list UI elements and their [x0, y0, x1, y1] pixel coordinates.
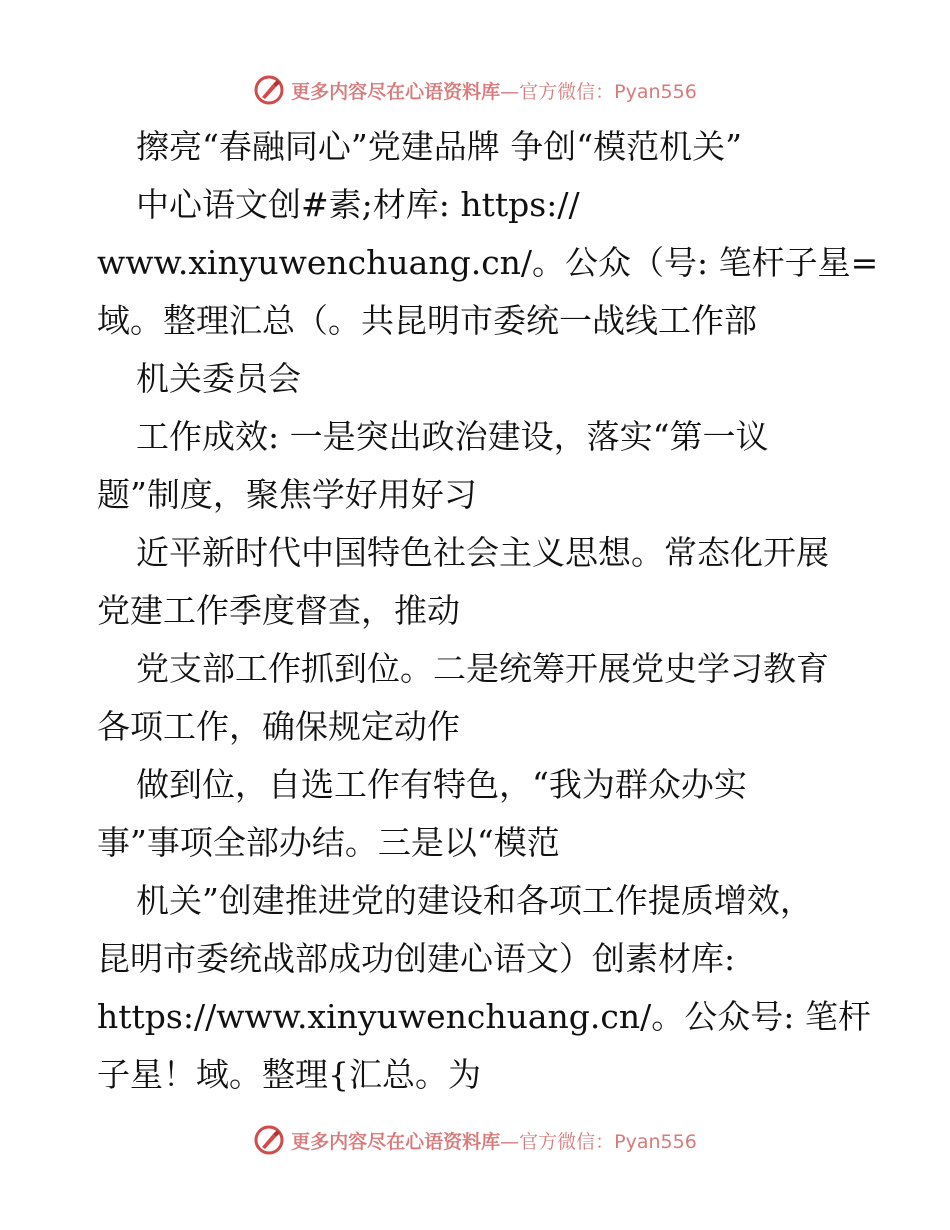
doc-line: 近平新时代中国特色社会主义思想。常态化开展	[136, 533, 829, 572]
footer-watermark-sep: —	[500, 1130, 520, 1153]
doc-line: 做到位，自选工作有特色，“我为群众办实	[136, 765, 747, 804]
pen-logo-icon	[253, 74, 285, 106]
doc-line: 机关委员会	[136, 359, 301, 398]
pen-logo-icon	[253, 1124, 285, 1156]
doc-line: 子星！域。整理{汇总。为	[97, 1055, 481, 1094]
doc-line: https://www.xinyuwenchuang.cn/。公众号: 笔杆	[97, 997, 871, 1036]
doc-line: 题”制度，聚焦学好用好习	[97, 475, 477, 514]
doc-line: 各项工作，确保规定动作	[97, 707, 460, 746]
footer-watermark-banner	[0, 1120, 950, 1160]
doc-line: 党建工作季度督查，推动	[97, 591, 460, 630]
header-watermark-banner	[0, 70, 950, 110]
footer-watermark-main: 更多内容尽在心语资料库	[291, 1130, 501, 1153]
doc-line: 域。整理汇总（。共昆明市委统一战线工作部	[97, 301, 757, 340]
footer-watermark	[253, 1124, 697, 1156]
doc-line: 昆明市委统战部成功创建心语文）创素材库:	[97, 939, 736, 978]
doc-line: 工作成效: 一是突出政治建设，落实“第一议	[136, 417, 769, 456]
doc-line: 党支部工作抓到位。二是统筹开展党史学习教育	[136, 649, 829, 688]
doc-line: 事”事项全部办结。三是以“模范	[97, 823, 560, 862]
footer-watermark-tail: 官方微信：Pyan556	[519, 1130, 697, 1153]
doc-title-line: 擦亮“春融同心”党建品牌 争创“模范机关”	[136, 127, 742, 166]
header-watermark	[253, 74, 697, 106]
header-watermark-tail: 官方微信：Pyan556	[519, 80, 697, 103]
doc-line: 中心语文创#素;材库: https://	[136, 185, 580, 224]
doc-line: 机关”创建推进党的建设和各项工作提质增效，	[136, 881, 813, 920]
header-watermark-main: 更多内容尽在心语资料库	[291, 80, 501, 103]
header-watermark-sep: —	[500, 80, 520, 103]
doc-line: www.xinyuwenchuang.cn/。公众（号: 笔杆子星=	[97, 243, 879, 282]
